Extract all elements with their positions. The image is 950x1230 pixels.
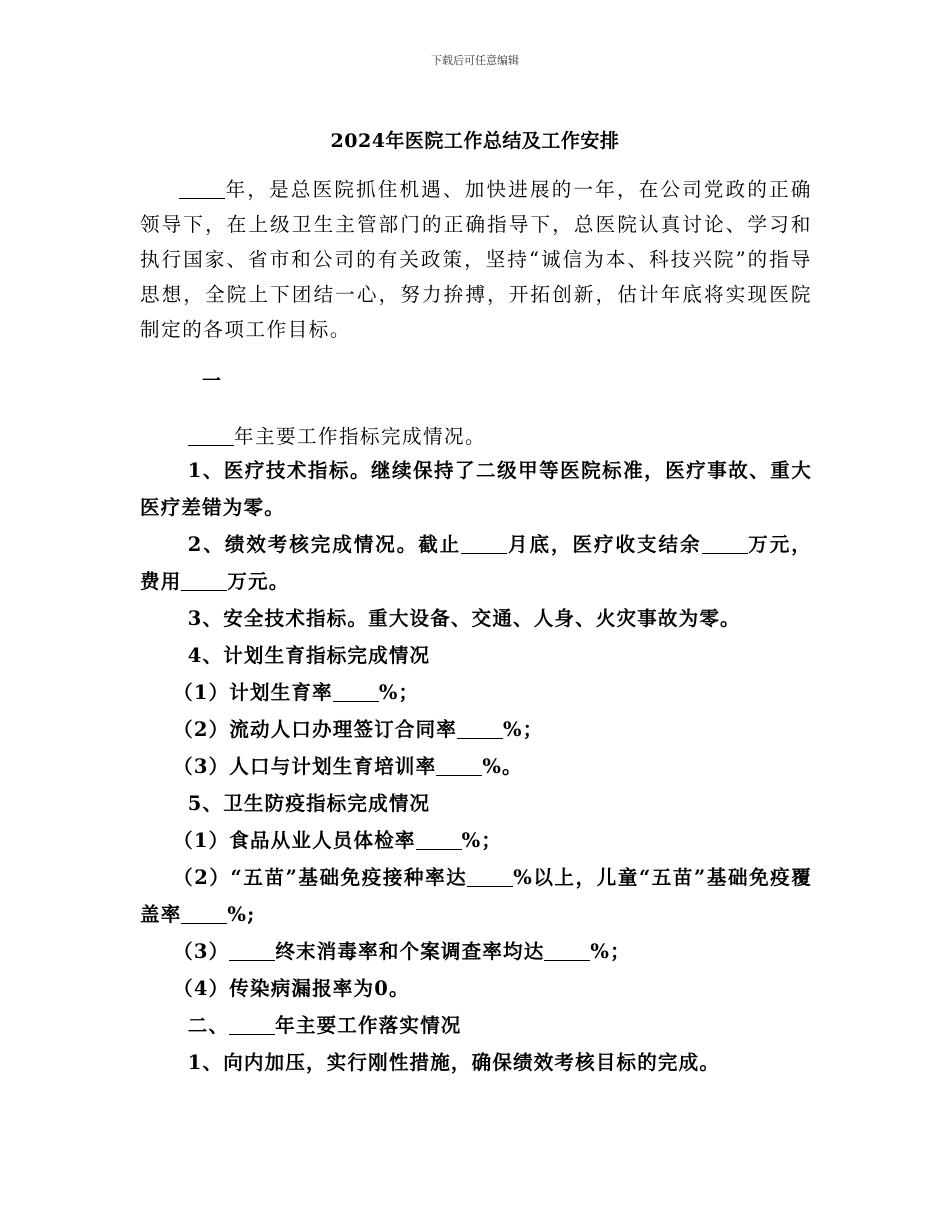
paragraph-epidemic-prevention: 5、卫生防疫指标完成情况 (187, 792, 431, 815)
fill-in-blank (229, 942, 275, 961)
paragraph-performance: 2、绩效考核完成情况。截止 月底，医疗收支结余 万元，费用 万元。 (140, 533, 812, 593)
list-item: （3） 终末消毒率和个案调查率均达 %； (173, 940, 631, 963)
fill-in-blank (333, 683, 379, 702)
fill-in-blank (467, 868, 513, 887)
list-item: （2）“五苗”基础免疫接种率达 %以上，儿童“五苗”基础免疫覆盖率 %; (140, 866, 812, 926)
fill-in-blank (188, 427, 234, 446)
paragraph-implementation: 1、向内加压，实行刚性措施，确保绩效考核目标的完成。 (187, 1051, 721, 1074)
fill-in-blank (544, 942, 590, 961)
section-two-heading: 二、 年主要工作落实情况 (187, 1014, 462, 1037)
fill-in-blank (702, 535, 748, 554)
list-item: （1）计划生育率 %； (173, 681, 420, 704)
list-item: （4）传染病漏报率为0。 (173, 977, 410, 1000)
fill-in-blank (179, 180, 225, 199)
list-item: （1）食品从业人员体检率 %； (173, 829, 503, 852)
fill-in-blank (457, 720, 503, 739)
body-content (140, 452, 812, 1081)
fill-in-blank (461, 535, 507, 554)
intro-paragraph: 年，是总医院抓住机遇、加快进展的一年，在公司党政的正确领导下，在上级卫生主管部门的正确指导下，总医院认真讨论、学习和执行国家、省市和公司的有关政策，坚持“诚信为本、科技兴院”的指导思想，全院上下团结一心，努力拚搏，开拓创新，估计年底将实现医院制定的各项工作目标。 (140, 178, 812, 341)
section-subheading: 年主要工作指标完成情况。 (188, 421, 486, 449)
fill-in-blank (181, 905, 227, 924)
document-title: 2024年医院工作总结及工作安排 (330, 130, 620, 152)
fill-in-blank (416, 831, 462, 850)
fill-in-blank (229, 1016, 275, 1035)
paragraph-family-planning: 4、计划生育指标完成情况 (187, 644, 431, 667)
list-item: （2）流动人口办理签订合同率 %； (173, 718, 544, 741)
paragraph-safety: 3、安全技术指标。重大设备、交通、人身、火灾事故为零。 (187, 607, 741, 630)
fill-in-blank (181, 572, 227, 591)
header-note: 下载后可任意编辑 (431, 54, 519, 67)
fill-in-blank (436, 757, 482, 776)
list-item: （3）人口与计划生育培训率 %。 (173, 755, 523, 778)
paragraph-medical-indicators: 1、医疗技术指标。继续保持了二级甲等医院标准，医疗事故、重大医疗差错为零。 (140, 459, 812, 519)
section-mark: 一 (202, 370, 222, 392)
